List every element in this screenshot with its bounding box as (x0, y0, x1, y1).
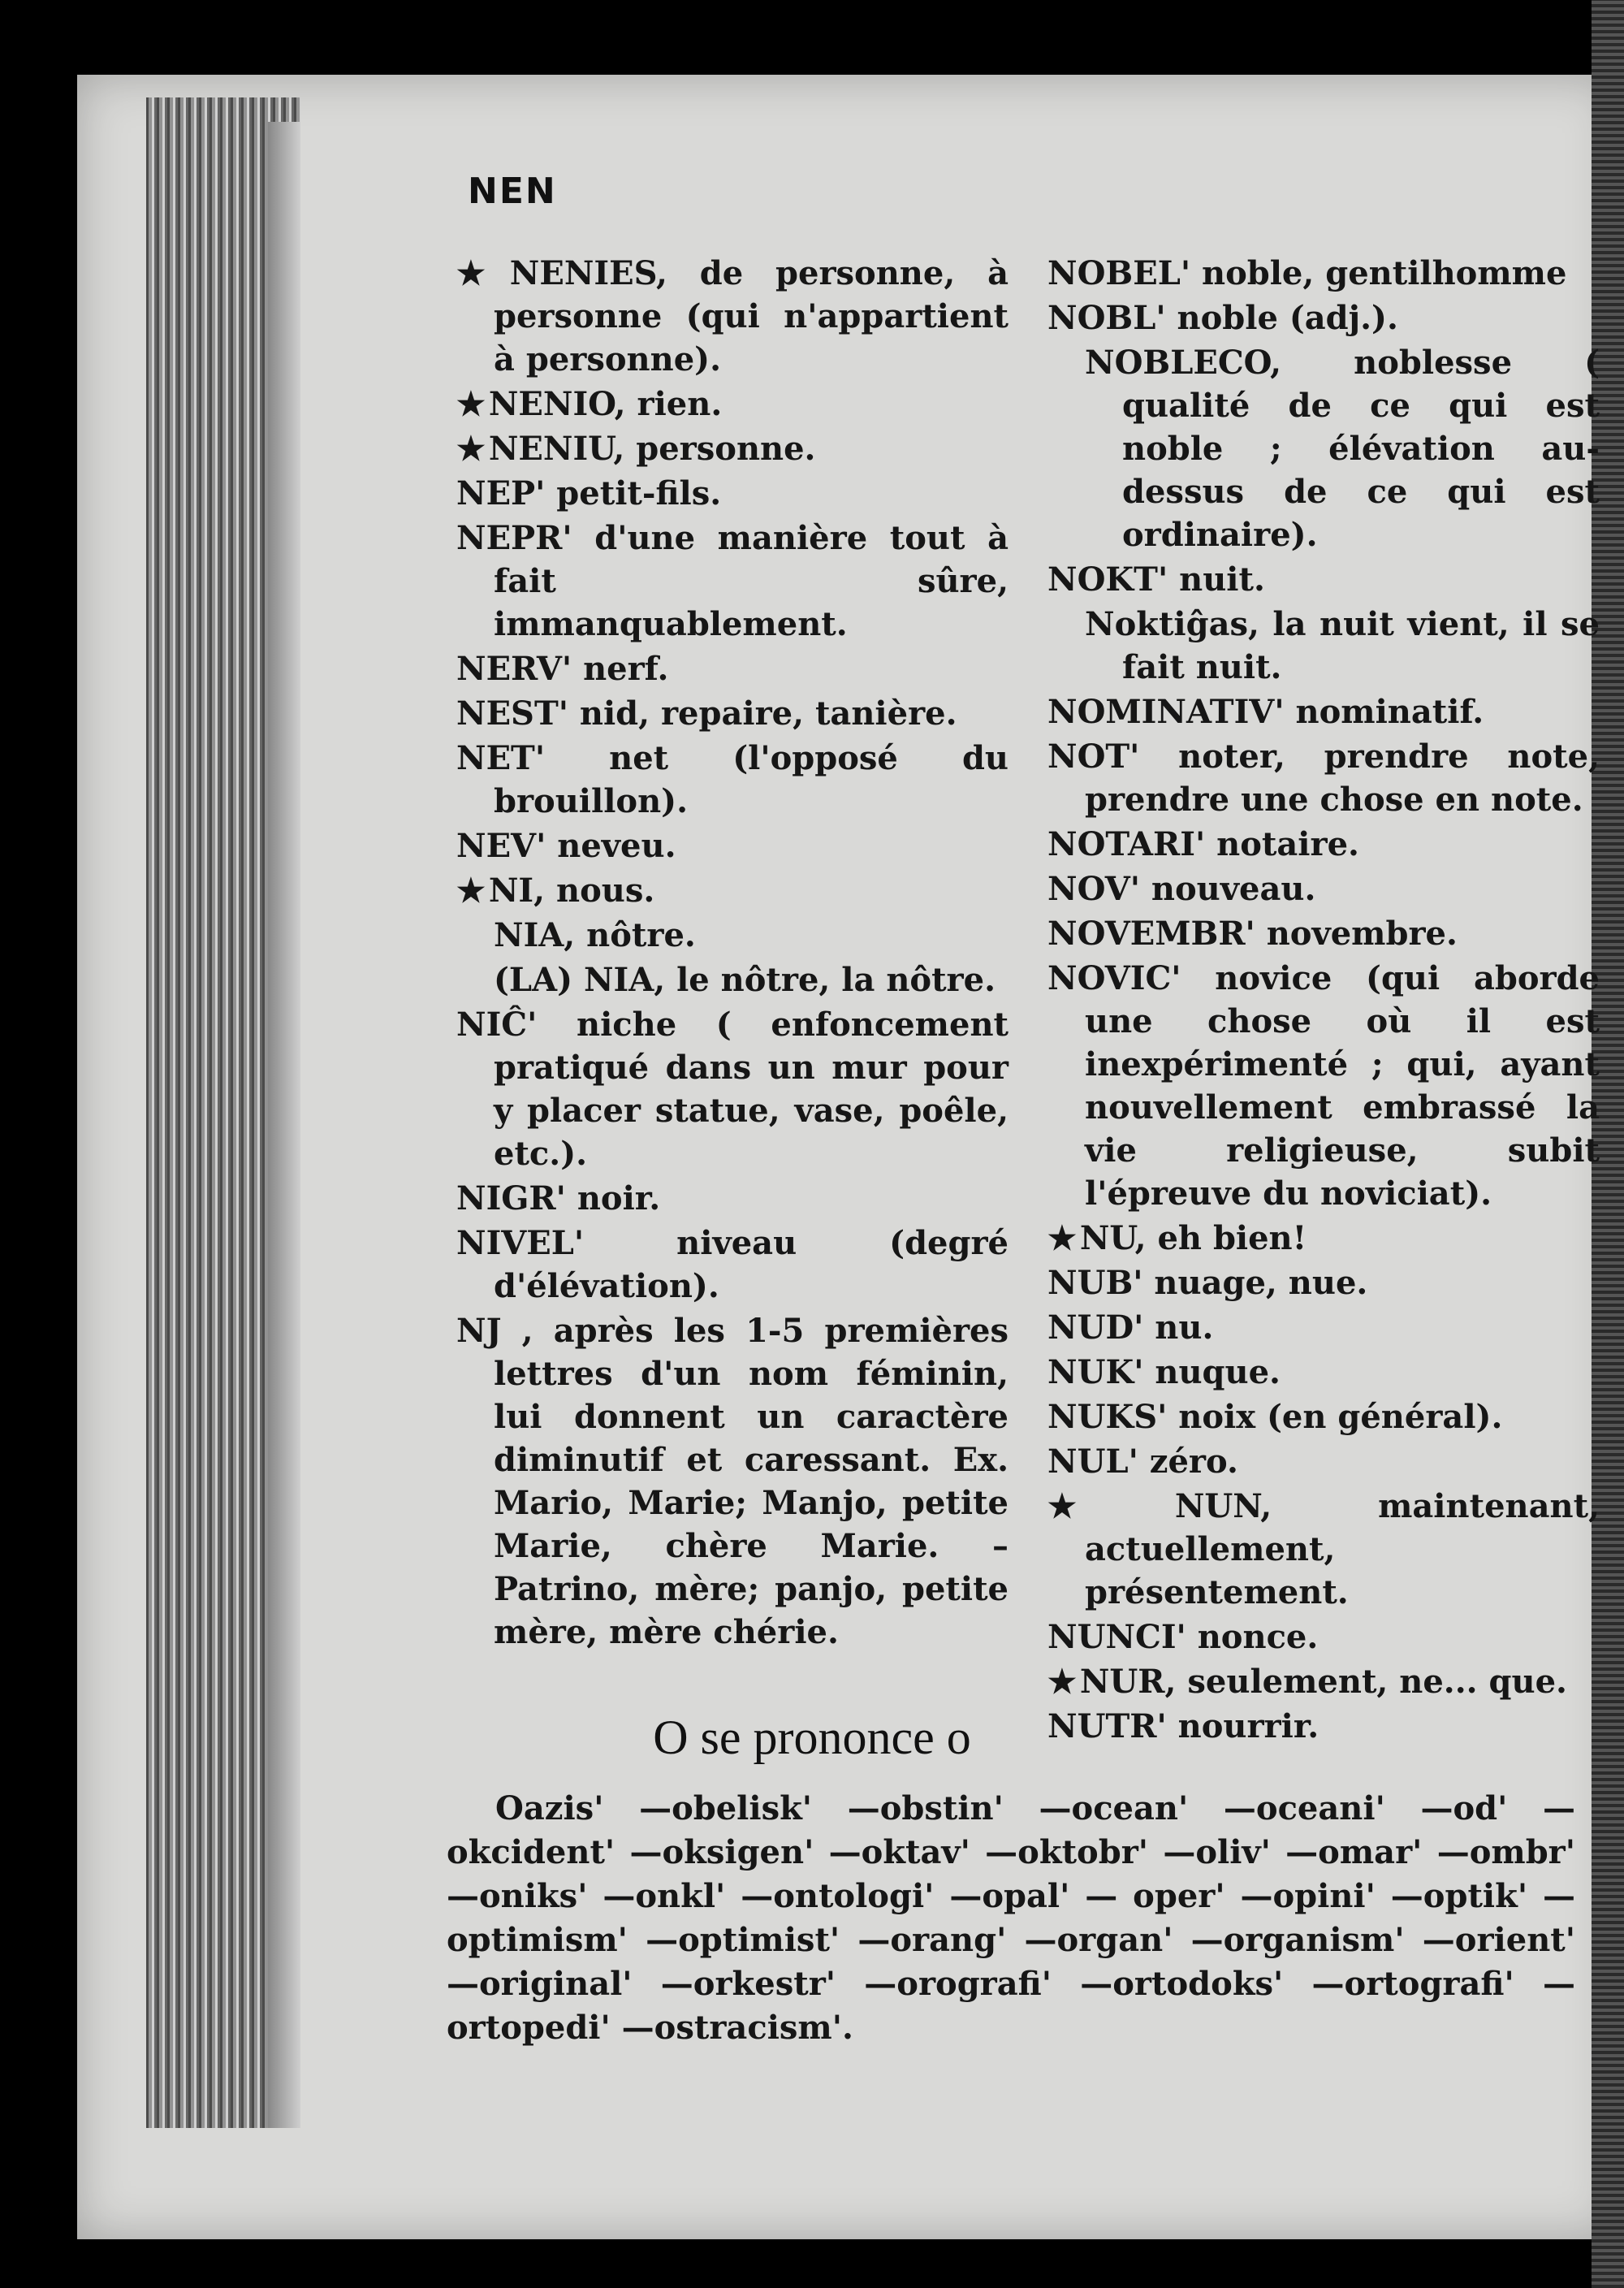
entry-text: NENIU, personne. (488, 430, 816, 468)
entry-text: NEPR' d'une manière tout à fait sûre, immanquablement. (456, 519, 1009, 643)
entry-text: NEST' nid, repaire, tanière. (456, 694, 957, 733)
entry-text: NUKS' noix (en général). (1047, 1398, 1503, 1436)
star-icon: ★ (456, 430, 486, 468)
entry-text: NUK' nuque. (1047, 1353, 1281, 1391)
dictionary-entry (456, 1309, 1009, 1654)
dictionary-column-left (456, 252, 1009, 1655)
star-icon: ★ (456, 872, 486, 910)
star-icon: ★ (456, 254, 507, 292)
entry-text: NOBLECO, noblesse ( qualité de ce qui est noble ; élévation au-dessus de ce qui est ordinaire). (1085, 344, 1600, 554)
dictionary-entry (494, 914, 1009, 957)
dictionary-entry (1047, 1660, 1600, 1703)
dictionary-entry (1047, 823, 1600, 866)
entry-text: NIGR' noir. (456, 1179, 661, 1218)
entry-text: NENIES, de personne, à personne (qui n'appartient à personne). (494, 254, 1009, 378)
entry-text: NIĈ' niche ( enfoncement pratiqué dans un mur pour y placer statue, vase, poêle, etc.). (456, 1006, 1009, 1173)
dictionary-entry (456, 383, 1009, 426)
dictionary-entry (456, 427, 1009, 470)
dictionary-entry (1047, 1440, 1600, 1483)
section-paragraph: Oazis' —obelisk' —obstin' —ocean' —oceani' —od' —okcident' —oksigen' —oktav' —oktobr' —oliv' —omar' —ombr' —oniks' —onkl' —ontologi' —opal' — oper' —opini' —optik' —optimism' —optimist' —orang' —organ' —organism' —orient' —original' —orkestr' —orografi' —ortodoks' —ortografi' —ortopedi' —ostracism'. (447, 1789, 1575, 2047)
entry-text: NUD' nu. (1047, 1308, 1214, 1347)
dictionary-entry (456, 824, 1009, 867)
entry-text: NOT' noter, prendre note, prendre une chose en note. (1047, 737, 1600, 819)
dictionary-entry (1047, 867, 1600, 910)
dictionary-entry (456, 1003, 1009, 1175)
dictionary-entry (1047, 1485, 1600, 1614)
dictionary-entry (1047, 957, 1600, 1215)
dictionary-entry (1047, 735, 1600, 821)
dictionary-entry (1047, 296, 1600, 340)
entry-text: NOMINATIV' nominatif. (1047, 693, 1484, 731)
dictionary-entry (456, 1177, 1009, 1220)
entry-text: NOBEL' noble, gentilhomme (1047, 254, 1567, 292)
entry-text: NEP' petit-fils. (456, 474, 722, 513)
entry-text: (LA) NIA, le nôtre, la nôtre. (494, 961, 996, 999)
entry-text: NOTARI' notaire. (1047, 825, 1359, 863)
entry-text: NOVIC' novice (qui aborde une chose où il est inexpérimenté ; qui, ayant nouvellement embrassé la vie religieuse, subit l'épreuve du noviciat). (1047, 959, 1600, 1213)
entry-text: NEV' neveu. (456, 827, 676, 865)
dictionary-entry (1085, 603, 1600, 689)
entry-text: NUL' zéro. (1047, 1442, 1238, 1481)
entry-text: NJ , après les 1-5 premières lettres d'un nom féminin, lui donnent un caractère diminutif et caressant. Ex. Mario, Marie; Manjo, petite Marie, chère Marie. – Patrino, mère; panjo, petite mère, mère chérie. (456, 1312, 1009, 1651)
dictionary-entry (1047, 252, 1600, 295)
dictionary-entry (456, 1222, 1009, 1308)
dictionary-entry (1047, 1306, 1600, 1349)
dictionary-entry (1047, 1615, 1600, 1659)
entry-text: NU, eh bien! (1079, 1219, 1307, 1257)
entry-text: NUR, seulement, ne... que. (1079, 1663, 1567, 1701)
entry-text: NOKT' nuit. (1047, 560, 1265, 599)
dictionary-entry (1047, 1261, 1600, 1304)
dictionary-entry (1047, 558, 1600, 601)
star-icon: ★ (1047, 1487, 1172, 1525)
dictionary-entry (456, 517, 1009, 646)
entry-text: NET' net (l'opposé du brouillon). (456, 739, 1009, 820)
dictionary-entry (1085, 341, 1600, 556)
entry-text: NUTR' nourrir. (1047, 1707, 1320, 1745)
entry-text: NENIO, rien. (488, 385, 723, 423)
entry-text: NI, nous. (488, 872, 655, 910)
entry-text: NUB' nuage, nue. (1047, 1264, 1368, 1302)
dictionary-entry (456, 647, 1009, 690)
entry-text: NERV' nerf. (456, 650, 669, 688)
entry-text: Noktiĝas, la nuit vient, il se fait nuit. (1085, 605, 1600, 686)
entry-text: NIA, nôtre. (494, 916, 696, 954)
dictionary-column-right (1047, 252, 1600, 1750)
star-icon: ★ (1047, 1219, 1077, 1257)
dictionary-entry (456, 737, 1009, 823)
dictionary-entry (456, 252, 1009, 381)
section-heading: O se prononce o (653, 1711, 971, 1764)
entry-text: NOVEMBR' novembre. (1047, 915, 1458, 953)
entry-text: NOBL' noble (adj.). (1047, 299, 1398, 337)
dictionary-entry (1047, 1351, 1600, 1394)
dictionary-entry (494, 958, 1009, 1001)
dictionary-entry (1047, 690, 1600, 733)
dictionary-entry (1047, 1395, 1600, 1438)
dictionary-entry (1047, 912, 1600, 955)
star-icon: ★ (456, 385, 486, 423)
dictionary-entry (456, 869, 1009, 912)
running-head: NEN (468, 171, 557, 212)
dictionary-entry (456, 472, 1009, 515)
entry-text: NUNCI' nonce. (1047, 1618, 1319, 1656)
page-edge-shadow (268, 122, 300, 2128)
star-icon: ★ (1047, 1663, 1077, 1701)
dictionary-entry (456, 692, 1009, 735)
entry-text: NUN, maintenant, actuellement, présentement. (1085, 1487, 1600, 1611)
entry-text: NIVEL' niveau (degré d'élévation). (456, 1224, 1009, 1305)
entry-text: NOV' nouveau. (1047, 870, 1316, 908)
dictionary-entry (1047, 1217, 1600, 1260)
